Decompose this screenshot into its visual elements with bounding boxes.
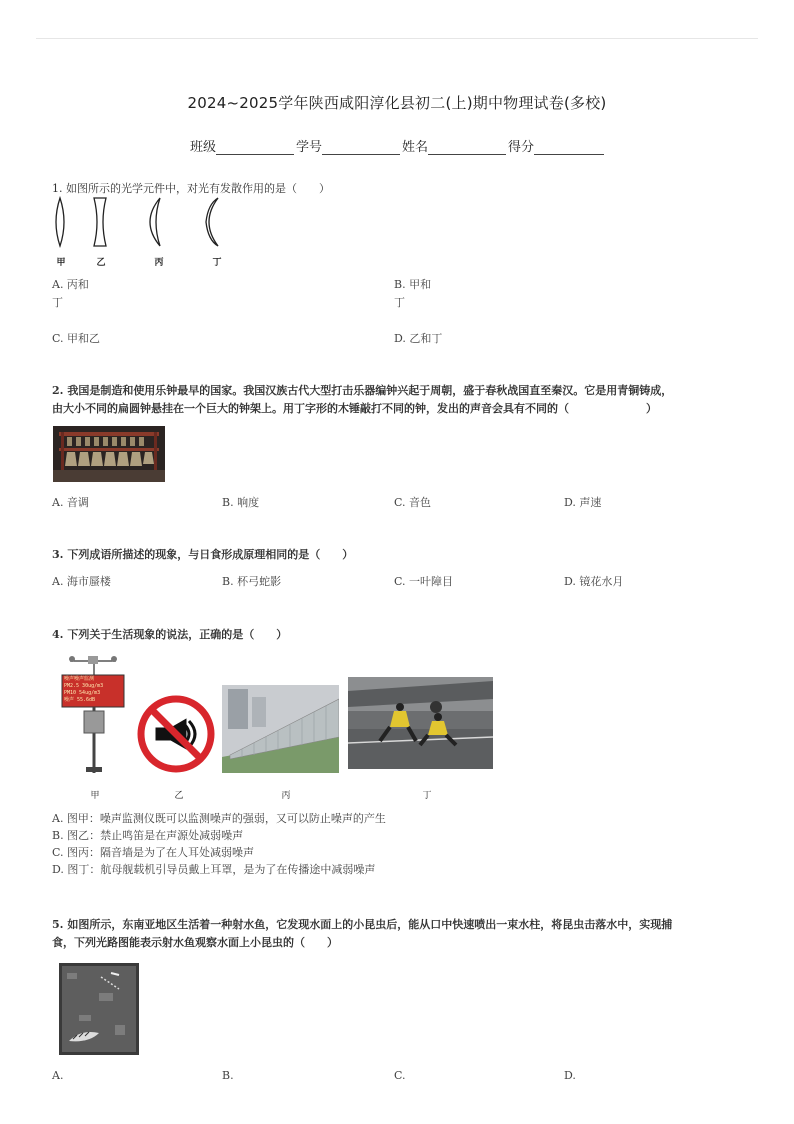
name-label: 姓名 (402, 140, 429, 155)
q2-option-a[interactable]: A. 音调 (52, 496, 89, 509)
q2-option-b[interactable]: B. 响度 (222, 496, 260, 509)
q2-stem-line1: 2. 我国是制造和使用乐钟最早的国家。我国汉族古代大型打击乐器编钟兴起于周朝，盛于春秋战国直至秦汉。它是用青铜铸成， (52, 384, 673, 397)
q4-carrier-deck-image (348, 677, 493, 769)
student-info-row (190, 136, 606, 155)
q1-caption-ding: 丁 (212, 258, 222, 268)
q4-monitor-header: 噪声噪声监测 (64, 676, 95, 682)
q4-caption-jia: 甲 (90, 791, 100, 801)
page-title: 2024~2025学年陕西咸阳淳化县初二(上)期中物理试卷(多校) (187, 94, 607, 112)
q3-option-b[interactable]: B. 杯弓蛇影 (222, 575, 282, 588)
class-field[interactable] (216, 140, 294, 155)
q1-lens-figure (50, 196, 240, 252)
q1-option-d[interactable]: D. 乙和丁 (394, 332, 443, 345)
lens-jia-icon (56, 198, 64, 246)
q4-monitor-line3: 噪声 55.6dB (64, 697, 96, 703)
q4-caption-yi: 乙 (174, 791, 184, 801)
q5-stem-line2: 食，下列光路图能表示射水鱼观察水面上小昆虫的（ ） (52, 936, 338, 949)
q1-caption-jia: 甲 (56, 258, 66, 268)
q5-option-b[interactable]: B. (222, 1069, 234, 1082)
q5-option-d[interactable]: D. (564, 1069, 576, 1082)
header-rule (36, 38, 758, 39)
q4-noise-monitor-image (58, 655, 130, 775)
q3-option-a[interactable]: A. 海市蜃楼 (52, 575, 111, 588)
class-label: 班级 (190, 140, 217, 155)
q1-caption-yi: 乙 (96, 258, 106, 268)
q4-option-a[interactable]: A. 图甲：噪声监测仪既可以监测噪声的强弱，又可以防止噪声的产生 (52, 812, 386, 825)
name-field[interactable] (428, 140, 506, 155)
q1-option-b-line1: B. 甲和 (394, 278, 432, 291)
q4-option-b[interactable]: B. 图乙：禁止鸣笛是在声源处减弱噪声 (52, 829, 244, 842)
q1-option-b-line2: 丁 (394, 296, 405, 309)
q4-monitor-line1: PM2.5 30ug/m3 (64, 683, 104, 689)
q1-option-b[interactable] (394, 276, 431, 310)
question-3-stem: 3. 下列成语所描述的现象，与日食形成原理相同的是（ ） (52, 548, 354, 561)
q3-option-d[interactable]: D. 镜花水月 (564, 575, 624, 588)
lens-yi-icon (94, 198, 106, 246)
q2-option-d[interactable]: D. 声速 (564, 496, 602, 509)
q2-stem-line2: 由大小不同的扁圆钟悬挂在一个巨大的钟架上。用丁字形的木锤敲打不同的钟，发出的声音会具有不同的（ ） (52, 402, 657, 415)
student-id-label: 学号 (296, 140, 323, 155)
question-5-stem (52, 916, 672, 952)
q4-monitor-line2: PM10 54ug/m3 (64, 690, 101, 696)
question-4-stem: 4. 下列关于生活现象的说法，正确的是（ ） (52, 628, 288, 641)
q2-bells-image (53, 426, 165, 482)
q4-sound-barrier-image (222, 685, 339, 773)
q5-option-a[interactable]: A. (52, 1069, 64, 1082)
q5-archerfish-image (59, 963, 139, 1055)
question-1-stem: 1. 如图所示的光学元件中，对光有发散作用的是（ ） (52, 182, 330, 195)
q4-options (52, 810, 386, 878)
q4-monitor-display (64, 676, 122, 704)
q4-no-horn-sign-image (137, 695, 215, 773)
lens-ding-icon (206, 198, 218, 246)
question-2-stem (52, 382, 672, 418)
q1-option-a[interactable] (52, 276, 89, 310)
q1-caption-bing: 丙 (154, 258, 164, 268)
q4-caption-ding: 丁 (422, 791, 432, 801)
q4-option-d[interactable]: D. 图丁：航母舰载机引导员戴上耳罩，是为了在传播途中减弱噪声 (52, 863, 376, 876)
q3-option-c[interactable]: C. 一叶障目 (394, 575, 454, 588)
q4-caption-bing: 丙 (281, 791, 291, 801)
q1-option-a-line2: 丁 (52, 296, 63, 309)
q2-option-c[interactable]: C. 音色 (394, 496, 432, 509)
q5-stem-line1: 5. 如图所示，东南亚地区生活着一种射水鱼，它发现水面上的小昆虫后，能从口中快速喷出一束水柱，将昆虫击落水中，实现捕 (52, 918, 673, 931)
q1-option-c[interactable]: C. 甲和乙 (52, 332, 101, 345)
q4-option-c[interactable]: C. 图丙：隔音墙是为了在人耳处减弱噪声 (52, 846, 255, 859)
q5-option-c[interactable]: C. (394, 1069, 406, 1082)
score-label: 得分 (508, 140, 535, 155)
student-id-field[interactable] (322, 140, 400, 155)
score-field[interactable] (534, 140, 604, 155)
q1-option-a-line1: A. 丙和 (52, 278, 89, 291)
lens-bing-icon (150, 198, 160, 246)
